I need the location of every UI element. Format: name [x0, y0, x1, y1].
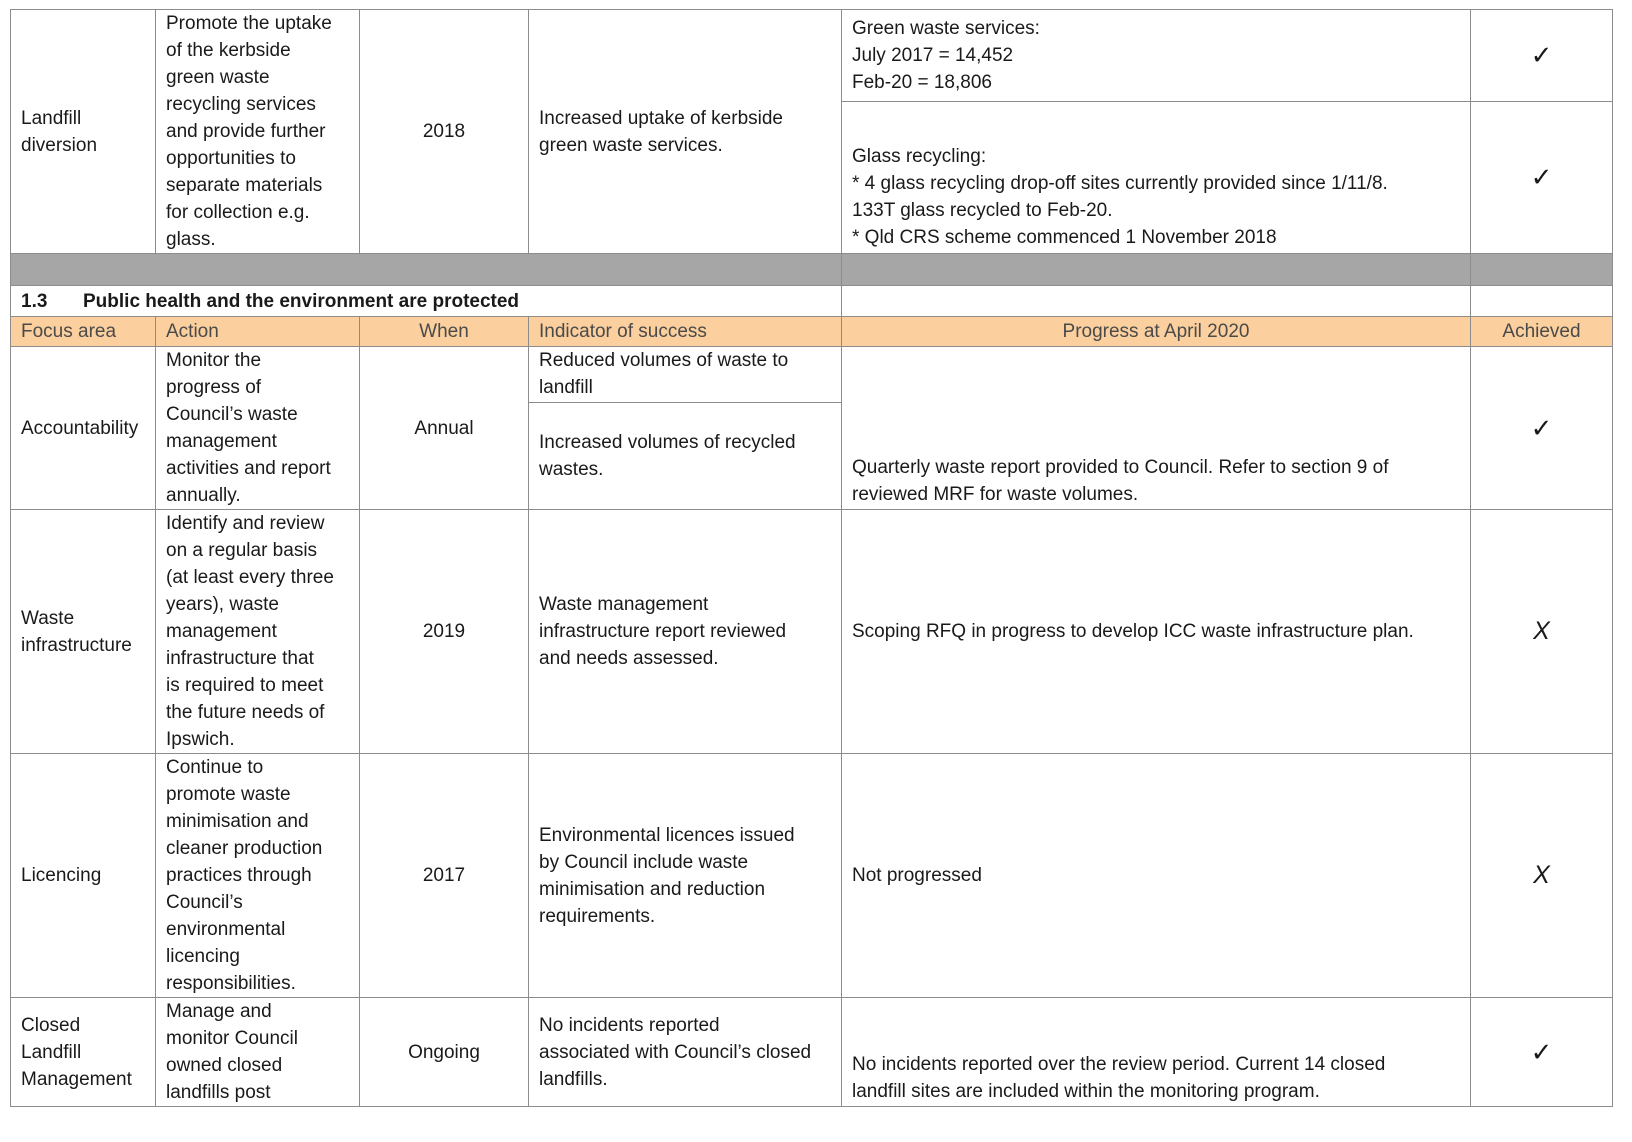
focus-area-cell: Landfill diversion — [11, 10, 156, 254]
column-header-row — [11, 317, 1613, 347]
progress-cell: Quarterly waste report provided to Council. Refer to section 9 of reviewed MRF for waste volumes. — [842, 347, 1471, 510]
grey-divider-cell — [842, 254, 1471, 286]
achieved-check-icon: ✓ — [1471, 101, 1613, 253]
focus-area-cell: Licencing — [11, 754, 156, 998]
table-row-landfill-diversion — [11, 10, 1613, 102]
when-cell: Annual — [360, 347, 529, 510]
header-progress: Progress at April 2020 — [842, 317, 1471, 347]
when-cell: 2019 — [360, 510, 529, 754]
grey-divider-row — [11, 254, 1613, 286]
achieved-check-icon: ✓ — [1471, 347, 1613, 510]
header-when: When — [360, 317, 529, 347]
indicator-cell: Waste management infrastructure report reviewed and needs assessed. — [529, 510, 842, 754]
indicator-cell: Increased uptake of kerbside green waste services. — [529, 10, 842, 254]
section-heading-row — [11, 286, 1613, 317]
not-achieved-cross-icon: X — [1471, 754, 1613, 998]
not-achieved-cross-icon: X — [1471, 510, 1613, 754]
when-cell: 2018 — [360, 10, 529, 254]
waste-strategy-progress-table — [10, 9, 1613, 1107]
progress-cell: Glass recycling: * 4 glass recycling drop-off sites currently provided since 1/11/8. 133T glass recycled to Feb-20. * Qld CRS scheme commenced 1 November 2018 — [842, 101, 1471, 253]
empty-cell — [1471, 286, 1613, 317]
when-cell: Ongoing — [360, 998, 529, 1107]
table-row-licencing — [11, 754, 1613, 998]
when-cell: 2017 — [360, 754, 529, 998]
action-cell: Promote the uptake of the kerbside green waste recycling services and provide further opportunities to separate materials for collection e.g. glass. — [156, 10, 360, 254]
empty-cell — [842, 286, 1471, 317]
header-achieved: Achieved — [1471, 317, 1613, 347]
action-cell: Continue to promote waste minimisation and cleaner production practices through Council’s environmental licencing responsibilities. — [156, 754, 360, 998]
indicator-cell: Reduced volumes of waste to landfill — [529, 347, 842, 403]
header-focus-area: Focus area — [11, 317, 156, 347]
focus-area-cell: Accountability — [11, 347, 156, 510]
header-action: Action — [156, 317, 360, 347]
grey-divider-cell — [1471, 254, 1613, 286]
header-indicator: Indicator of success — [529, 317, 842, 347]
achieved-check-icon: ✓ — [1471, 10, 1613, 102]
action-cell: Identify and review on a regular basis (at least every three years), waste management infrastructure that is required to meet the future needs of Ipswich. — [156, 510, 360, 754]
indicator-cell: Increased volumes of recycled wastes. — [529, 402, 842, 509]
grey-divider-cell — [11, 254, 842, 286]
section-title: Public health and the environment are protected — [83, 290, 520, 312]
progress-cell: Not progressed — [842, 754, 1471, 998]
action-cell: Manage and monitor Council owned closed landfills post — [156, 998, 360, 1107]
section-number: 1.3 — [21, 290, 48, 312]
indicator-cell: No incidents reported associated with Council’s closed landfills. — [529, 998, 842, 1107]
table-row-closed-landfill — [11, 998, 1613, 1107]
indicator-cell: Environmental licences issued by Council include waste minimisation and reduction requirements. — [529, 754, 842, 998]
focus-area-cell: Waste infrastructure — [11, 510, 156, 754]
action-cell: Monitor the progress of Council’s waste management activities and report annually. — [156, 347, 360, 510]
progress-cell: Green waste services: July 2017 = 14,452 Feb-20 = 18,806 — [842, 10, 1471, 102]
focus-area-cell: Closed Landfill Management — [11, 998, 156, 1107]
section-heading — [11, 286, 842, 317]
table-row-accountability — [11, 347, 1613, 403]
table-row-waste-infrastructure — [11, 510, 1613, 754]
achieved-check-icon: ✓ — [1471, 998, 1613, 1107]
progress-cell: No incidents reported over the review period. Current 14 closed landfill sites are included within the monitoring program. — [842, 998, 1471, 1107]
progress-cell: Scoping RFQ in progress to develop ICC waste infrastructure plan. — [842, 510, 1471, 754]
